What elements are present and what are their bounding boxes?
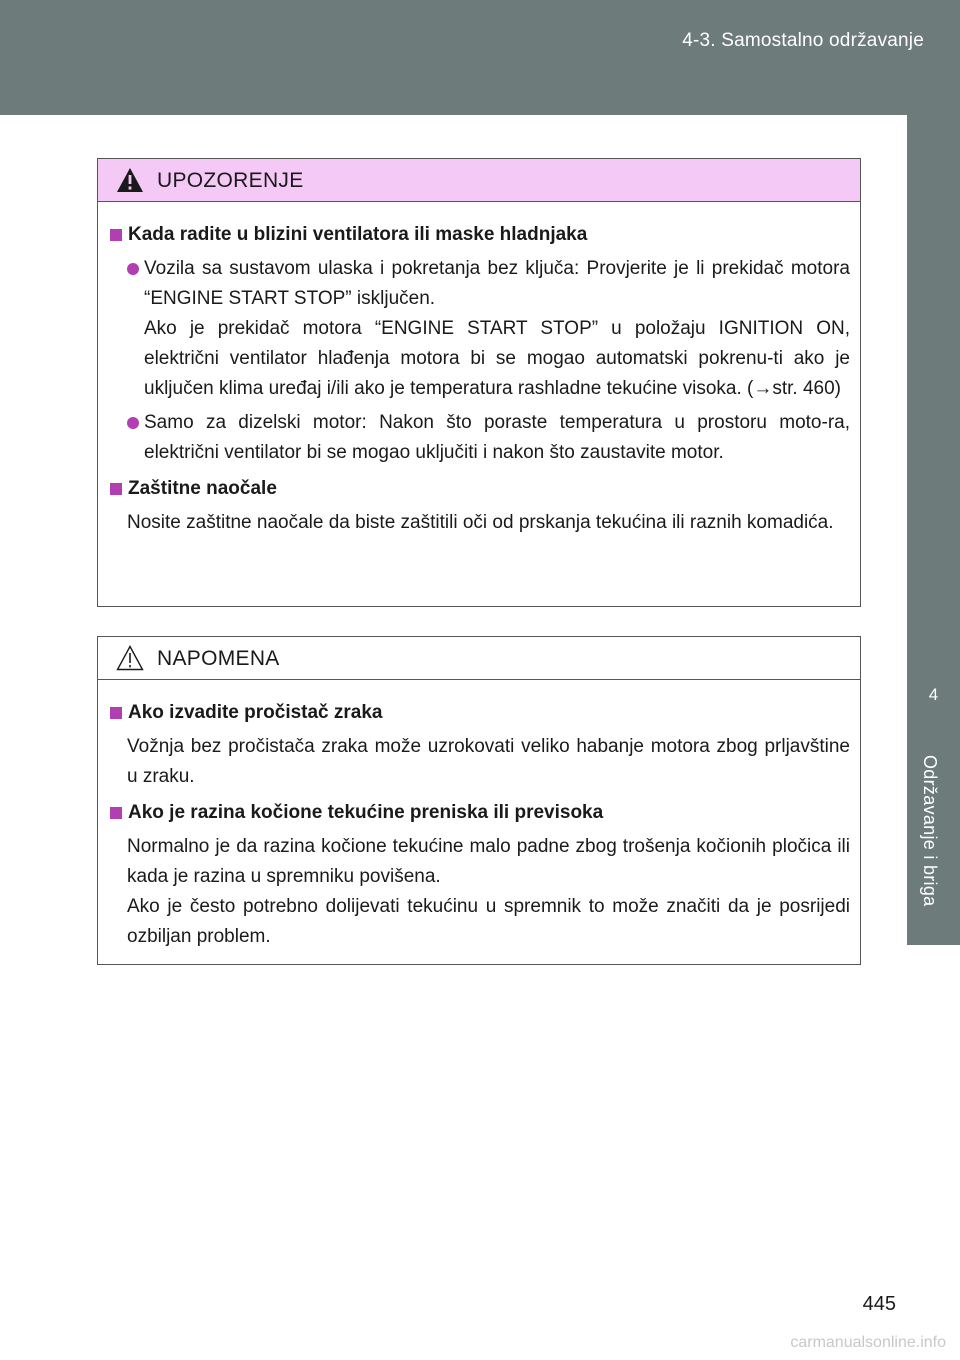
square-bullet-icon (110, 807, 122, 819)
round-bullet-icon (127, 417, 139, 429)
section-heading (110, 220, 850, 250)
notice-box (97, 636, 861, 965)
section-title-text: Zaštitne naočale (128, 478, 277, 499)
square-bullet-icon (110, 483, 122, 495)
warning-triangle-icon (116, 167, 144, 193)
chapter-number: 4 (928, 685, 939, 704)
section-title-text: Kada radite u blizini ventilatora ili maske hladnjaka (128, 224, 588, 245)
notice-header (98, 637, 860, 680)
chapter-side-tab (907, 645, 960, 945)
square-bullet-icon (110, 707, 122, 719)
paragraph (110, 832, 850, 952)
paragraph: Nosite zaštitne naočale da biste zaštitili oči od prskanja tekućina ili raznih komadića. (127, 512, 834, 533)
warning-header (98, 159, 860, 202)
list-item (110, 408, 850, 468)
page-number: 445 (862, 1293, 896, 1315)
warning-box (97, 158, 861, 607)
section-heading (110, 798, 850, 828)
caution-triangle-icon (116, 645, 144, 671)
section-heading (110, 474, 850, 504)
section-title: 4-3. Samostalno održavanje (682, 30, 924, 51)
paragraph-line: Normalno je da razina kočione tekućine malo padne zbog trošenja kočionih pločica ili kada je razina u spremniku povišena. (127, 836, 850, 887)
section-heading (110, 698, 850, 728)
bullet-text: Ako je prekidač motora “ENGINE START STOP” u položaju IGNITION ON, električni ventilator hlađenja motora bi se mogao automatski pokrenu-ti ako je uključen klima uređaj i/ili ako je temperatura rashladne tekućine visoka. (→str. 460) (144, 318, 850, 399)
paragraph-line: Ako je često potrebno dolijevati tekućinu u spremnik to može značiti da je posrijedi ozbiljan problem. (127, 896, 850, 947)
round-bullet-icon (127, 263, 139, 275)
bullet-text: Vozila sa sustavom ulaska i pokretanja bez ključa: Provjerite je li prekidač motora “ENGINE START STOP” isključen. (144, 258, 850, 309)
notice-heading: NAPOMENA (157, 647, 280, 670)
watermark: carmanualsonline.info (790, 1334, 946, 1351)
page-header (0, 0, 960, 115)
section-title-text: Ako izvadite pročistač zraka (128, 702, 383, 723)
bullet-text: Samo za dizelski motor: Nakon što poraste temperatura u prostoru moto-ra, električni ventilator bi se mogao uključiti i nakon što zaustavite motor. (144, 412, 850, 463)
square-bullet-icon (110, 229, 122, 241)
paragraph: Vožnja bez pročistača zraka može uzrokovati veliko habanje motora zbog prljavštine u zraku. (127, 736, 850, 787)
chapter-label: Održavanje i briga (920, 755, 940, 907)
side-tab-upper (907, 115, 960, 645)
warning-heading: UPOZORENJE (157, 169, 304, 192)
section-title-text: Ako je razina kočione tekućine preniska ili previsoka (128, 802, 604, 823)
list-item (110, 254, 850, 404)
